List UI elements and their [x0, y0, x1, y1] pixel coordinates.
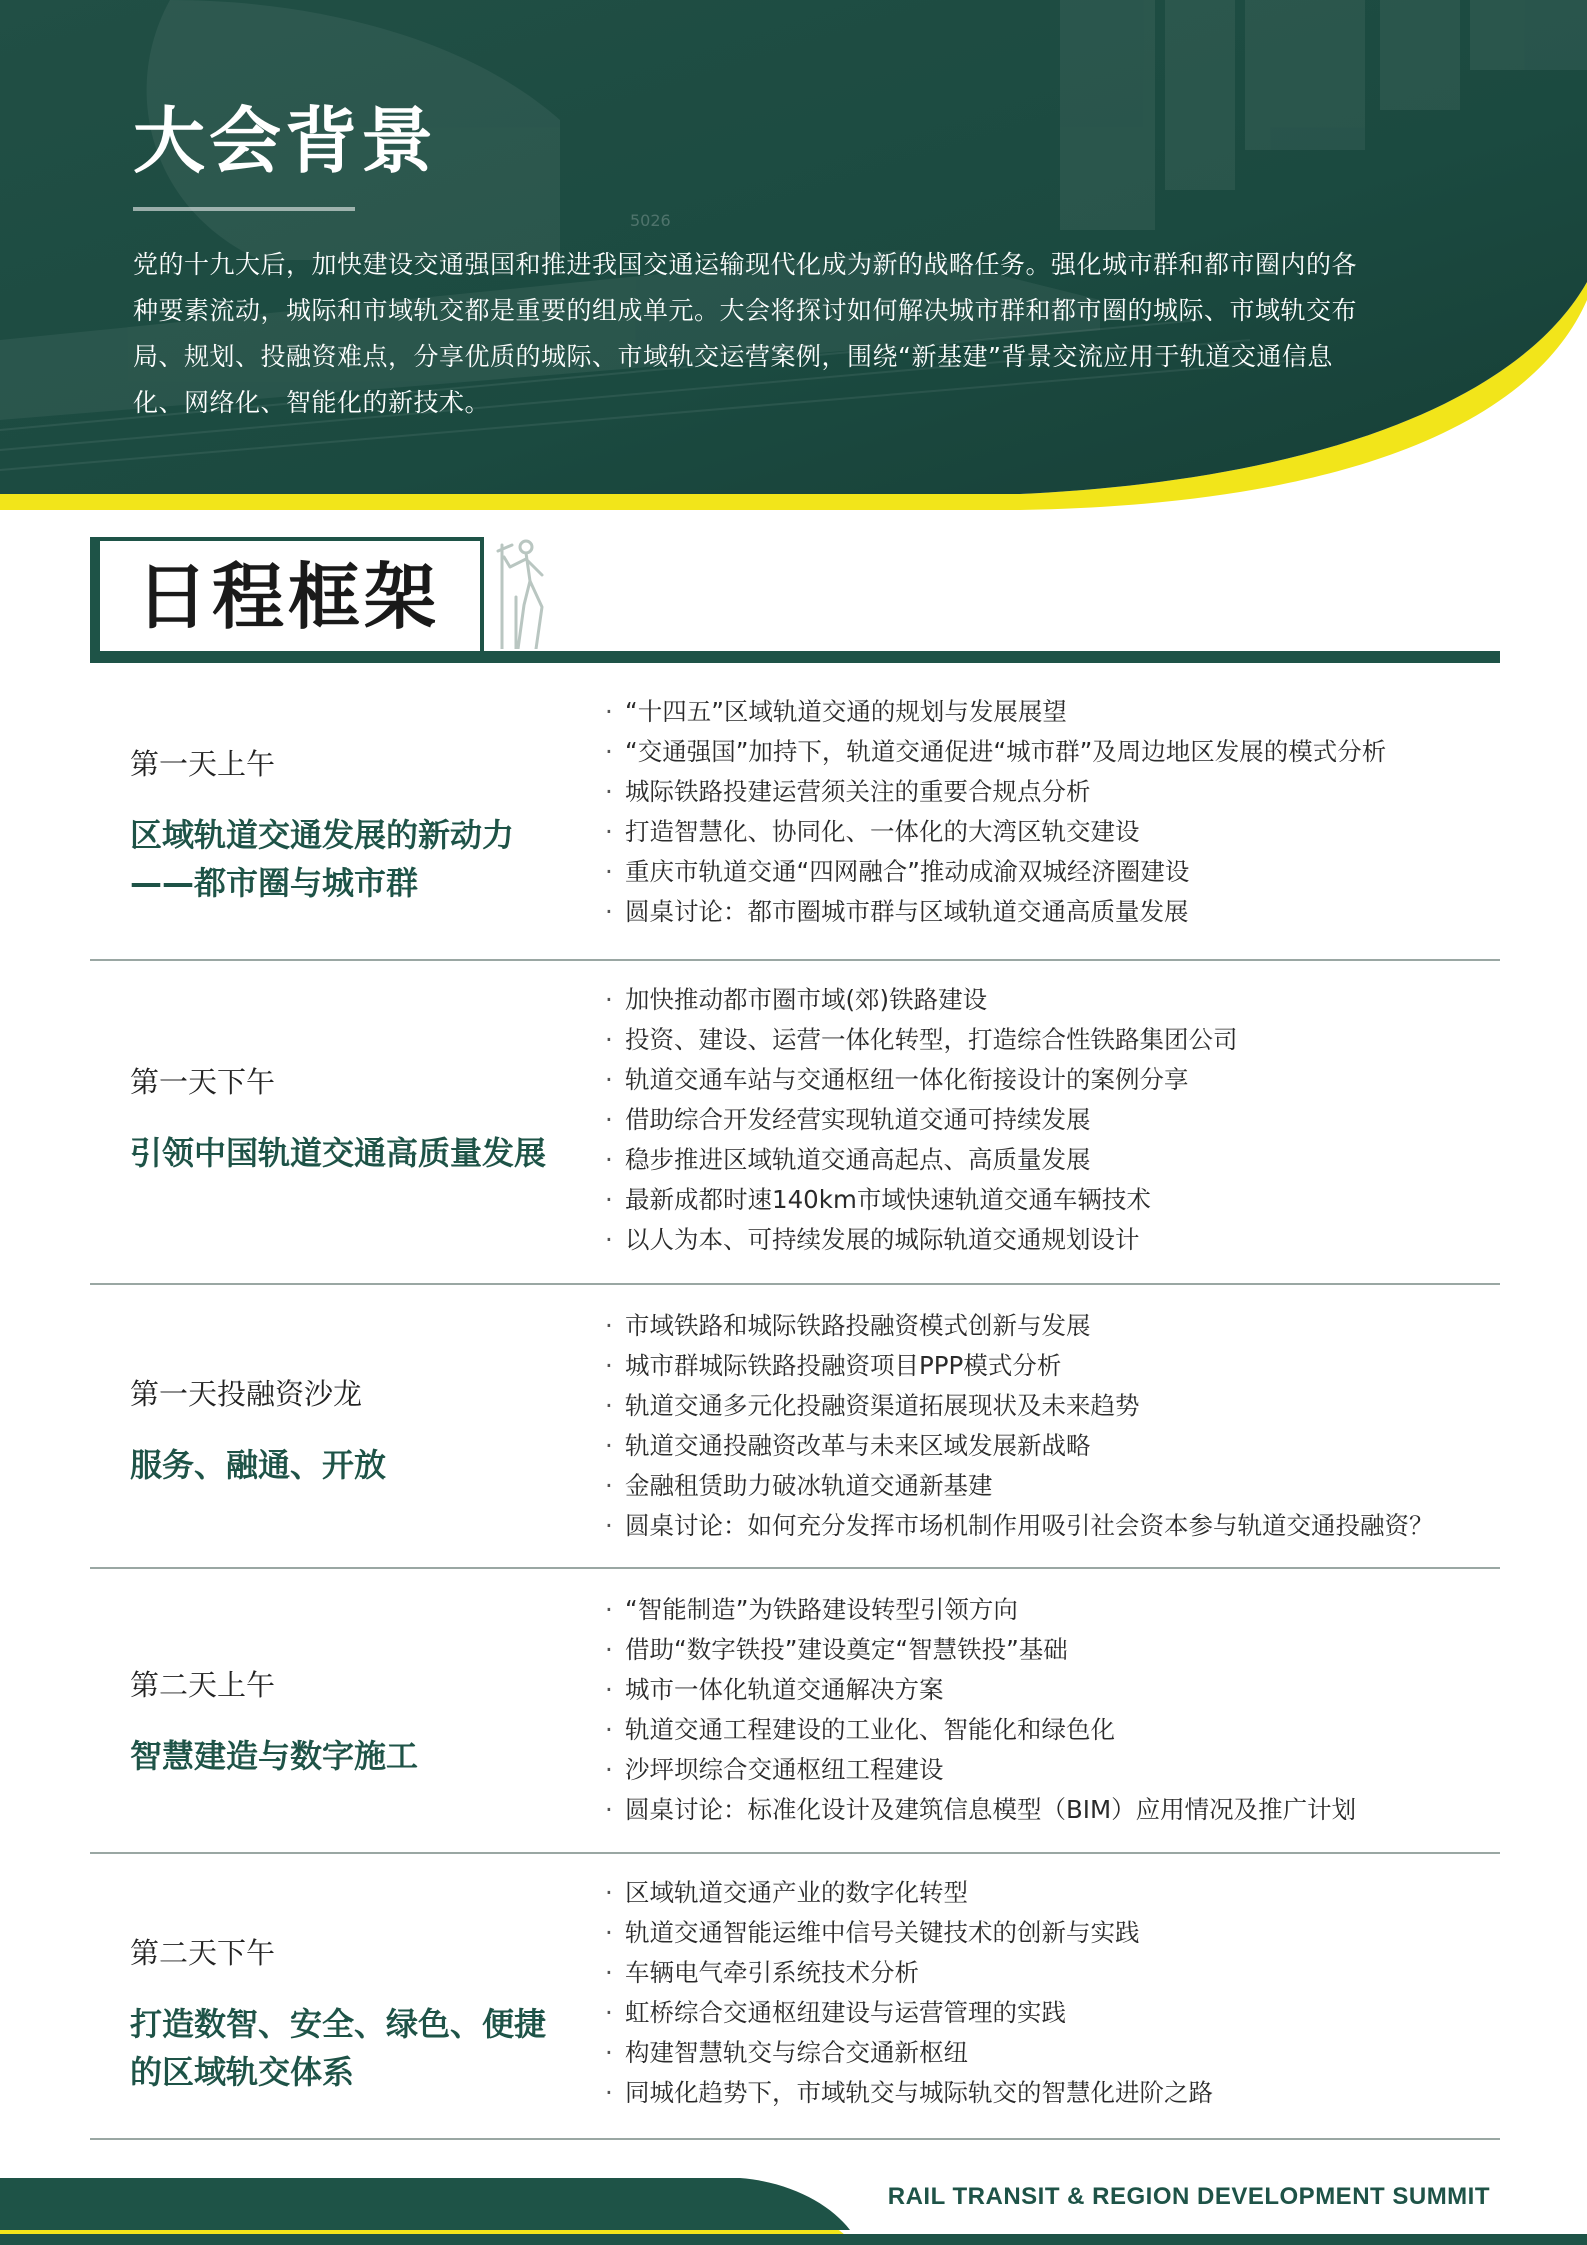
session-day1-finance-salon	[90, 1284, 1500, 1569]
topic-item: · 金融租赁助力破冰轨道交通新基建	[625, 1466, 1434, 1506]
train-number-text: 5026	[630, 211, 671, 230]
session-topics	[625, 980, 1238, 1260]
topic-item: · 重庆市轨道交通“四网融合”推动成渝双城经济圈建设	[625, 852, 1386, 892]
session-day: 第一天下午	[130, 1065, 276, 1099]
topic-item: · 城市群城际铁路投融资项目PPP模式分析	[625, 1346, 1434, 1386]
session-day: 第二天上午	[130, 1668, 276, 1702]
background-title: 大会背景	[133, 99, 438, 183]
session-topics	[625, 1873, 1213, 2113]
session-theme: 打造数智、安全、绿色、便捷 的区域轨交体系	[130, 2005, 547, 2091]
topic-item: · 虹桥综合交通枢纽建设与运营管理的实践	[625, 1993, 1213, 2033]
topic-item: · 区域轨道交通产业的数字化转型	[625, 1873, 1213, 1913]
schedule-title-bar	[90, 537, 100, 661]
schedule-title: 日程框架	[136, 555, 441, 639]
session-topics	[625, 692, 1386, 932]
topic-item: · 打造智慧化、协同化、一体化的大湾区轨交建设	[625, 812, 1386, 852]
footer	[0, 2170, 1587, 2245]
topic-item: · “交通强国”加持下，轨道交通促进“城市群”及周边地区发展的模式分析	[625, 732, 1386, 772]
session-heading	[130, 742, 514, 907]
topic-item: · 投资、建设、运营一体化转型，打造综合性铁路集团公司	[625, 1020, 1238, 1060]
session-day2-afternoon	[90, 1853, 1500, 2140]
background-section	[0, 0, 1587, 510]
session-theme: 引领中国轨道交通高质量发展	[130, 1134, 547, 1172]
topic-item: · 沙坪坝综合交通枢纽工程建设	[625, 1750, 1356, 1790]
footer-summit-name: RAIL TRANSIT & REGION DEVELOPMENT SUMMIT	[887, 2183, 1490, 2210]
topic-item: · 借助“数字铁投”建设奠定“智慧铁投”基础	[625, 1630, 1356, 1670]
schedule-header	[90, 537, 1500, 667]
topic-item: · 圆桌讨论：标准化设计及建筑信息模型（BIM）应用情况及推广计划	[625, 1790, 1356, 1830]
topic-item: · 最新成都时速140km市域快速轨道交通车辆技术	[625, 1180, 1238, 1220]
schedule-rule	[90, 651, 1500, 663]
topic-item: · 同城化趋势下，市域轨交与城际轨交的智慧化进阶之路	[625, 2073, 1213, 2113]
topic-item: · 轨道交通投融资改革与未来区域发展新战略	[625, 1426, 1434, 1466]
session-theme: 服务、融通、开放	[130, 1446, 387, 1484]
session-day: 第一天上午	[130, 747, 276, 781]
topic-item: · 稳步推进区域轨道交通高起点、高质量发展	[625, 1140, 1238, 1180]
topic-item: · 轨道交通车站与交通枢纽一体化衔接设计的案例分享	[625, 1060, 1238, 1100]
session-topics	[625, 1306, 1434, 1546]
worker-with-hammer-icon	[496, 537, 676, 649]
topic-item: · 圆桌讨论：都市圈城市群与区域轨道交通高质量发展	[625, 892, 1386, 932]
topic-item: · 借助综合开发经营实现轨道交通可持续发展	[625, 1100, 1238, 1140]
session-day2-morning	[90, 1568, 1500, 1854]
session-heading	[130, 1663, 418, 1780]
session-heading	[130, 1372, 386, 1489]
session-day: 第一天投融资沙龙	[130, 1377, 363, 1411]
topic-item: · 加快推动都市圈市域(郊)铁路建设	[625, 980, 1238, 1020]
topic-item: · 以人为本、可持续发展的城际轨道交通规划设计	[625, 1220, 1238, 1260]
session-day1-morning	[90, 680, 1500, 961]
session-theme: 区域轨道交通发展的新动力 ——都市圈与城市群	[130, 816, 515, 902]
session-theme: 智慧建造与数字施工	[130, 1737, 419, 1775]
topic-item: · 构建智慧轨交与综合交通新枢纽	[625, 2033, 1213, 2073]
topic-item: · 轨道交通多元化投融资渠道拓展现状及未来趋势	[625, 1386, 1434, 1426]
session-heading	[130, 1060, 546, 1177]
session-day: 第二天下午	[130, 1936, 276, 1970]
background-text: 党的十九大后，加快建设交通强国和推进我国交通运输现代化成为新的战略任务。强化城市群和都市圈内的各种要素流动，城际和市域轨交都是重要的组成单元。大会将探讨如何解决城市群和都市圈的城际、市域轨交布局、规划、投融资难点，分享优质的城际、市域轨交运营案例，围绕“新基建”背景交流应用于轨道交通信息化、网络化、智能化的新技术。	[133, 250, 1358, 417]
topic-item: · 城市一体化轨道交通解决方案	[625, 1670, 1356, 1710]
topic-item: · 轨道交通智能运维中信号关键技术的创新与实践	[625, 1913, 1213, 1953]
topic-item: · 市域铁路和城际铁路投融资模式创新与发展	[625, 1306, 1434, 1346]
session-topics	[625, 1590, 1356, 1830]
topic-item: · 城际铁路投建运营须关注的重要合规点分析	[625, 772, 1386, 812]
session-day1-afternoon	[90, 960, 1500, 1285]
title-underline	[133, 207, 355, 211]
topic-item: · “智能制造”为铁路建设转型引领方向	[625, 1590, 1356, 1630]
topic-item: · 圆桌讨论：如何充分发挥市场机制作用吸引社会资本参与轨道交通投融资？	[625, 1506, 1434, 1546]
topic-item: · “十四五”区域轨道交通的规划与发展展望	[625, 692, 1386, 732]
topic-item: · 轨道交通工程建设的工业化、智能化和绿色化	[625, 1710, 1356, 1750]
session-heading	[130, 1931, 546, 2096]
topic-item: · 车辆电气牵引系统技术分析	[625, 1953, 1213, 1993]
